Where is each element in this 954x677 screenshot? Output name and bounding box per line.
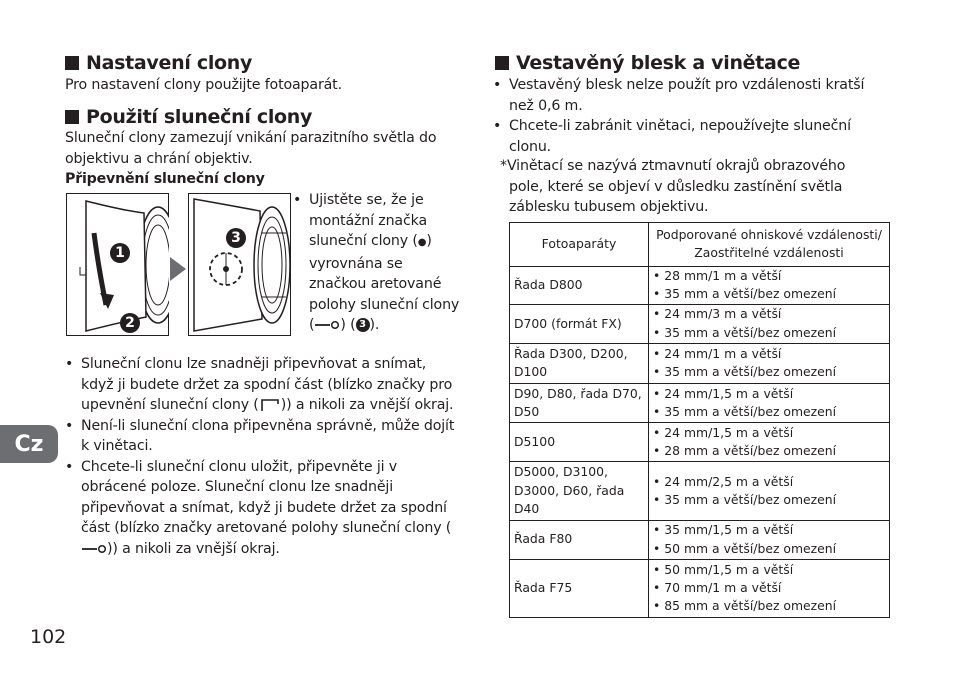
spec-line: • 35 mm a větší/bez omezení xyxy=(653,403,885,421)
table-row xyxy=(510,383,890,423)
heading-text: Použití sluneční clony xyxy=(86,106,313,128)
heading-text: Nastavení clony xyxy=(86,52,253,74)
spec-line: • 24 mm/2,5 m a větší xyxy=(653,473,885,491)
spec-line: • 28 mm a větší/bez omezení xyxy=(653,442,885,460)
paragraph-aperture: Pro nastavení clony použijte fotoaparát. xyxy=(65,77,342,93)
language-tab: Cz xyxy=(0,425,58,463)
focal-length-cell xyxy=(649,266,890,304)
spec-line: • 24 mm/1,5 m a větší xyxy=(653,385,885,403)
spec-line: • 24 mm/1,5 m a větší xyxy=(653,424,885,442)
spec-line: • 50 mm/1,5 m a větší xyxy=(653,561,885,579)
page-number: 102 xyxy=(30,626,67,648)
instruction-text-d: ). xyxy=(369,317,380,333)
spec-line: • 70 mm/1 m a větší xyxy=(653,579,885,597)
hood-attach-illustration-1 xyxy=(66,193,169,336)
list-item xyxy=(65,416,460,457)
spec-line: • 24 mm/3 m a větší xyxy=(653,305,885,323)
instruction-text-a: Ujistěte se, že je montážní značka sluneční clony ( xyxy=(309,192,427,249)
camera-cell: D5000, D3100, D3000, D60, řada D40 xyxy=(510,462,649,520)
lock-position-mark-icon xyxy=(81,544,107,554)
camera-cell: Řada F75 xyxy=(510,559,649,617)
spec-line: • 35 mm a větší/bez omezení xyxy=(653,285,885,303)
spec-line: • 35 mm a větší/bez omezení xyxy=(653,324,885,342)
camera-cell: Řada D800 xyxy=(510,266,649,304)
column-header-cameras: Fotoaparáty xyxy=(510,223,649,267)
spec-line: • 50 mm a větší/bez omezení xyxy=(653,540,885,558)
focal-length-cell xyxy=(649,423,890,462)
camera-cell: D700 (formát FX) xyxy=(510,304,649,343)
camera-cell: Řada D300, D200, D100 xyxy=(510,343,649,383)
tip-text: Vestavěný blesk nelze použít pro vzdálenosti kratší než 0,6 m. xyxy=(509,77,865,114)
hood-tips-list xyxy=(65,354,460,559)
step-1-badge: 1 xyxy=(110,243,130,263)
camera-cell: D90, D80, řada D70, D50 xyxy=(510,383,649,423)
heading-square-icon xyxy=(65,56,79,70)
focal-length-cell xyxy=(649,520,890,559)
focal-length-cell xyxy=(649,559,890,617)
list-item xyxy=(293,190,461,336)
instruction-text-c: ) ( xyxy=(340,317,356,333)
table-row xyxy=(510,343,890,383)
flash-tips-list xyxy=(493,75,885,157)
spec-line: • 24 mm/1 m a větší xyxy=(653,345,885,363)
figure-instruction xyxy=(293,190,461,336)
tip-text: )) a nikoli za vnější okraj. xyxy=(107,540,280,557)
heading-nastaveni-clony xyxy=(65,52,252,74)
heading-square-icon xyxy=(65,110,79,124)
list-item xyxy=(493,116,885,157)
focal-length-cell xyxy=(649,462,890,520)
spec-line: • 35 mm a větší/bez omezení xyxy=(653,363,885,381)
list-item xyxy=(65,354,460,416)
tip-text: Není-li sluneční clona připevněna správně, může dojít k vinětaci. xyxy=(81,417,455,454)
heading-slunecni-clona xyxy=(65,106,312,128)
tip-text: )) a nikoli za vnější okraj. xyxy=(280,397,454,413)
table-row xyxy=(510,559,890,617)
step-2-badge: 2 xyxy=(120,313,140,333)
step-3-inline-icon: 3 xyxy=(356,318,370,332)
list-item xyxy=(65,457,460,560)
table-row xyxy=(510,423,890,462)
mount-mark-dot-icon: ● xyxy=(417,237,427,248)
hood-mount-mark-icon xyxy=(259,398,281,412)
focal-length-cell xyxy=(649,383,890,423)
table-row xyxy=(510,266,890,304)
tip-text: Chcete-li zabránit vinětaci, nepoužívejte sluneční clonu. xyxy=(509,118,851,155)
arrow-right-icon xyxy=(168,255,188,283)
heading-text: Vestavěný blesk a vinětace xyxy=(516,52,801,74)
hood-attach-illustration-2 xyxy=(188,193,291,336)
table-row xyxy=(510,520,890,559)
spec-line: • 35 mm a větší/bez omezení xyxy=(653,491,885,509)
column-header-focal-lengths: Podporované ohniskové vzdálenosti/ Zaostřitelné vzdálenosti xyxy=(649,223,890,267)
spec-line: • 85 mm a větší/bez omezení xyxy=(653,597,885,615)
tip-text: Chcete-li sluneční clonu uložit, připevněte ji v obrácené poloze. Sluneční clonu lze snadněji připevňovat a snímat, když ji budete držet za spodní část (blízko značky aretované polohy sluneční clony ( xyxy=(81,458,452,536)
lock-position-mark-icon xyxy=(314,320,340,330)
focal-length-cell xyxy=(649,304,890,343)
camera-cell: D5100 xyxy=(510,423,649,462)
paragraph-hood-intro: Sluneční clony zamezují vnikání parazitního světla do objektivu a chrání objektiv. xyxy=(65,130,437,167)
spec-line: • 28 mm/1 m a větší xyxy=(653,267,885,285)
heading-vestaveny-blesk xyxy=(495,52,800,74)
table-row xyxy=(510,304,890,343)
table-row xyxy=(510,462,890,520)
instruction-text-b: ) vyrovnána se značkou aretované polohy sluneční clony ( xyxy=(309,233,460,333)
list-item xyxy=(493,75,885,116)
subheading-attach-hood: Připevnění sluneční clony xyxy=(65,171,265,187)
spec-line: • 35 mm/1,5 m a větší xyxy=(653,521,885,539)
table-header-row xyxy=(510,223,890,267)
camera-cell: Řada F80 xyxy=(510,520,649,559)
focal-length-cell xyxy=(649,343,890,383)
step-3-badge: 3 xyxy=(226,228,246,248)
vignetting-note: *Vinětací se nazývá ztmavnutí okrajů obrazového pole, které se objeví v důsledku zastínění světla záblesku tubusem objektivu. xyxy=(500,158,846,215)
heading-square-icon xyxy=(495,56,509,70)
lens-compatibility-table xyxy=(509,222,890,618)
tip-text: Sluneční clonu lze snadněji připevňovat a snímat, když ji budete držet za spodní část (blízko značky pro upevnění sluneční clony ( xyxy=(81,356,453,413)
